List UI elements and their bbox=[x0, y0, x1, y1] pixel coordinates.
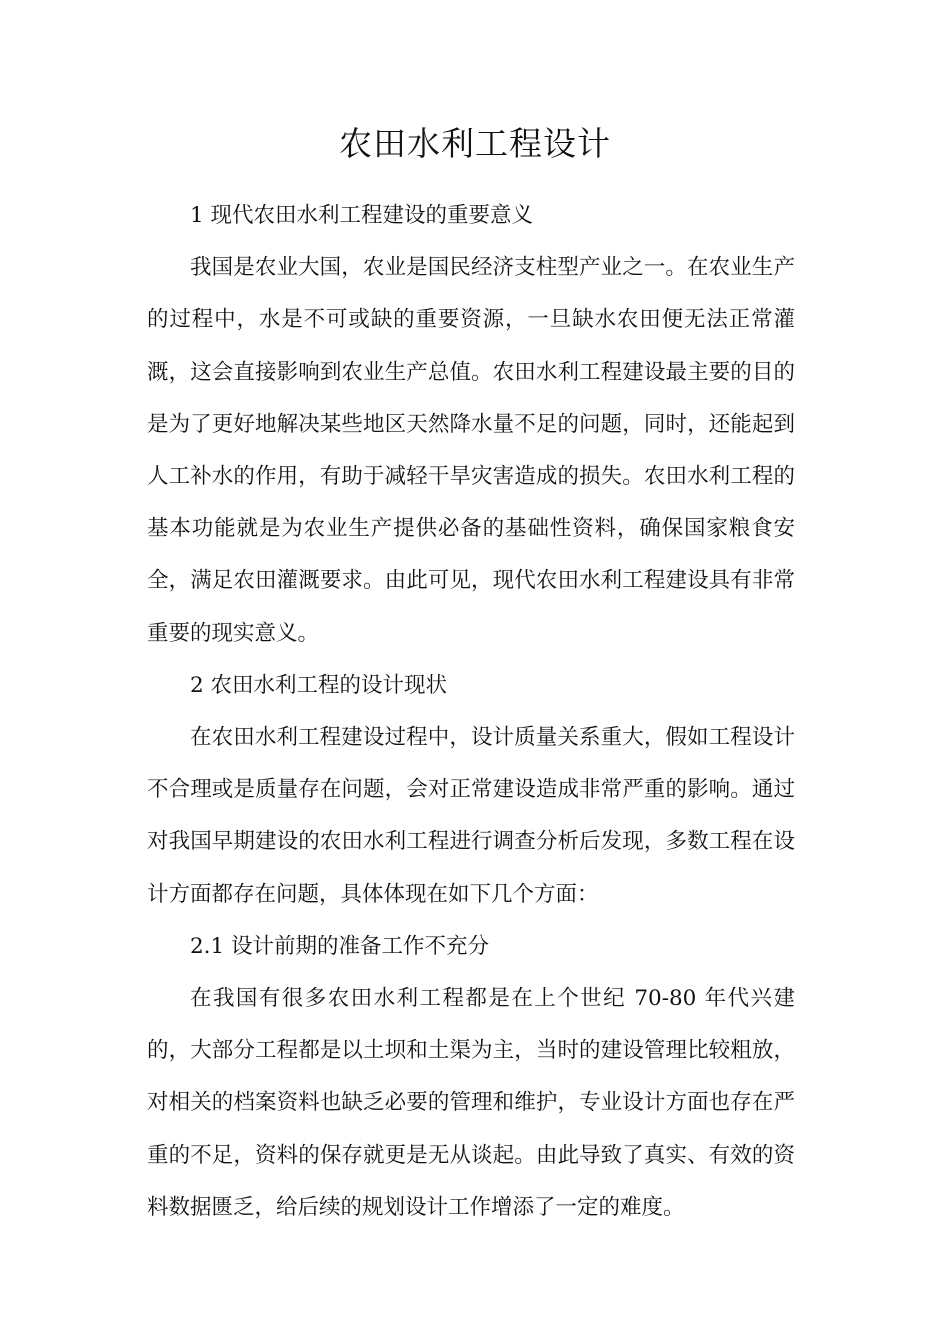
document-body bbox=[147, 190, 795, 1234]
section-paragraph-2: 在农田水利工程建设过程中，设计质量关系重大，假如工程设计不合理或是质量存在问题，会对正常建设造成非常严重的影响。通过对我国早期建设的农田水利工程进行调查分析后发现，多数工程在设计方面都存在问题，具体体现在如下几个方面： bbox=[147, 725, 795, 907]
section-heading-2-1: 2.1 设计前期的准备工作不充分 bbox=[190, 933, 490, 959]
section-heading-2: 2 农田水利工程的设计现状 bbox=[190, 672, 448, 698]
section-heading-1: 1 现代农田水利工程建设的重要意义 bbox=[190, 203, 534, 228]
document-title: 农田水利工程设计 bbox=[339, 124, 611, 163]
section-paragraph-1: 我国是农业大国，农业是国民经济支柱型产业之一。在农业生产的过程中，水是不可或缺的重要资源，一旦缺水农田便无法正常灌溉，这会直接影响到农业生产总值。农田水利工程建设最主要的目的是为了更好地解决某些地区天然降水量不足的问题，同时，还能起到人工补水的作用，有助于减轻干旱灾害造成的损失。农田水利工程的基本功能就是为农业生产提供必备的基础性资料，确保国家粮食安全，满足农田灌溉要求。由此可见，现代农田水利工程建设具有非常重要的现实意义。 bbox=[147, 255, 795, 646]
section-paragraph-2-1: 在我国有很多农田水利工程都是在上个世纪 70-80 年代兴建的，大部分工程都是以土坝和土渠为主，当时的建设管理比较粗放，对相关的档案资料也缺乏必要的管理和维护，专业设计方面也存在严重的不足，资料的保存就更是无从谈起。由此导致了真实、有效的资料数据匮乏，给后续的规划设计工作增添了一定的难度。 bbox=[147, 986, 795, 1220]
